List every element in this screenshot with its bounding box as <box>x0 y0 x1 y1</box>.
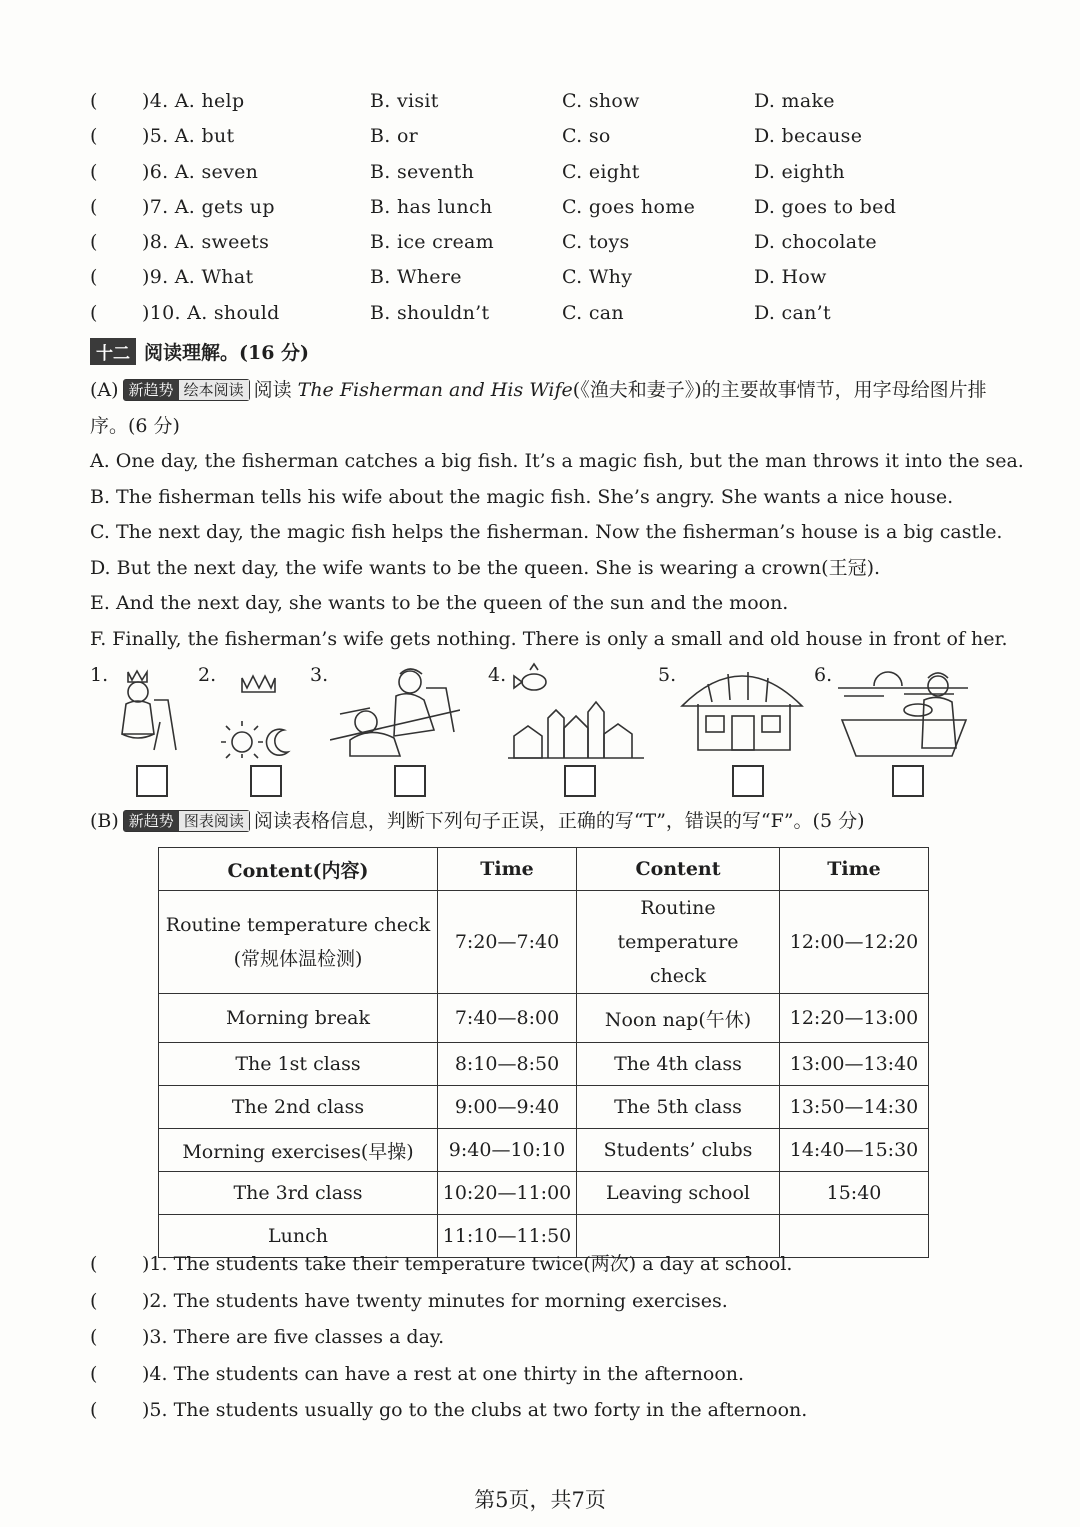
magic-fish-castle-picture <box>508 660 648 760</box>
picture-number: 6. <box>814 664 833 686</box>
trend-tag: 新趋势 绘本阅读 <box>123 379 250 401</box>
tf-statement: )4. The students can have a rest at one thirty in the afternoon. <box>142 1362 745 1385</box>
table-cell: Routine temperature check (常规体温检测) <box>159 891 438 994</box>
story-sentences <box>90 444 1030 658</box>
table-cell: 14:40—15:30 <box>780 1129 929 1172</box>
table-header-row <box>159 848 929 891</box>
column-header: Time <box>780 848 929 891</box>
picture-number: 1. <box>90 664 109 686</box>
option-d: D. because <box>754 125 863 148</box>
crown-sun-moon-picture <box>218 660 298 760</box>
option-a: )4. A. help <box>142 90 245 112</box>
table-cell: 13:00—13:40 <box>780 1043 929 1086</box>
answer-blank[interactable]: ( <box>90 1362 98 1385</box>
option-c: C. eight <box>562 160 640 183</box>
tf-statement: )2. The students have twenty minutes for morning exercises. <box>142 1289 728 1312</box>
story-sentence: D. But the next day, the wife wants to be the queen. She is wearing a crown(王冠). <box>90 556 881 579</box>
answer-blank[interactable]: ( <box>90 266 98 289</box>
table-cell: Morning break <box>159 994 438 1043</box>
story-sentence: B. The fisherman tells his wife about the magic fish. She’s angry. She wants a nice house. <box>90 485 954 508</box>
tf-row <box>90 1246 1050 1283</box>
mc-row <box>90 225 1050 260</box>
table-cell: The 4th class <box>577 1043 780 1086</box>
old-house-picture <box>678 660 808 755</box>
fisherman-and-wife-picture <box>330 660 460 760</box>
tf-row <box>90 1283 1050 1320</box>
tf-statement: )3. There are five classes a day. <box>142 1326 445 1348</box>
part-b-instructions: (B) 新趋势 图表阅读 阅读表格信息，判断下列句子正误，正确的写“T”，错误的写“F”。(5 分) <box>90 810 865 832</box>
story-sentence: A. One day, the fisherman catches a big fish. It’s a magic fish, but the man throws it into the sea. <box>90 450 1024 472</box>
answer-blank[interactable]: ( <box>90 1326 98 1348</box>
answer-box[interactable] <box>892 765 924 797</box>
option-b: B. seventh <box>370 160 475 183</box>
option-b: B. has lunch <box>370 195 493 218</box>
story-sentence: C. The next day, the magic fish helps the fisherman. Now the fisherman’s house is a big castle. <box>90 521 1003 544</box>
table-cell: 10:20—11:00 <box>438 1172 577 1215</box>
option-d: D. can’t <box>754 301 831 324</box>
tf-row <box>90 1356 1050 1393</box>
answer-blank[interactable]: ( <box>90 1399 98 1421</box>
option-b: B. Where <box>370 266 462 289</box>
option-a: )9. A. What <box>142 266 254 289</box>
true-false-list <box>90 1246 1050 1429</box>
book-title: The Fisherman and His Wife <box>297 379 573 401</box>
option-b: B. ice cream <box>370 231 494 254</box>
table-row <box>159 1086 929 1129</box>
schedule-table <box>158 847 929 1258</box>
table-row <box>159 1129 929 1172</box>
tf-row <box>90 1319 1050 1356</box>
column-header: Content(内容) <box>159 848 438 891</box>
option-a: )7. A. gets up <box>142 195 275 218</box>
answer-blank[interactable]: ( <box>90 90 98 112</box>
answer-box[interactable] <box>394 765 426 797</box>
table-cell: 9:40—10:10 <box>438 1129 577 1172</box>
option-c: C. can <box>562 301 624 324</box>
queen-on-throne-picture <box>110 660 190 755</box>
option-d: D. goes to bed <box>754 195 897 218</box>
tf-statement: )5. The students usually go to the clubs at two forty in the afternoon. <box>142 1399 808 1421</box>
multiple-choice-list <box>90 84 1050 331</box>
answer-box[interactable] <box>136 765 168 797</box>
story-sentence: E. And the next day, she wants to be the queen of the sun and the moon. <box>90 592 789 615</box>
page-footer: 第5页，共7页 <box>474 1488 606 1512</box>
story-sentence: F. Finally, the fisherman’s wife gets nothing. There is only a small and old house in front of her. <box>90 627 1008 650</box>
option-a: )6. A. seven <box>142 160 259 183</box>
table-cell: 9:00—9:40 <box>438 1086 577 1129</box>
table-row <box>159 1043 929 1086</box>
picture-number: 5. <box>658 664 677 686</box>
mc-row <box>90 190 1050 225</box>
table-cell: Leaving school <box>577 1172 780 1215</box>
answer-box[interactable] <box>250 765 282 797</box>
option-a: )5. A. but <box>142 125 235 148</box>
answer-blank[interactable]: ( <box>90 231 98 254</box>
table-cell: Noon nap(午休) <box>577 994 780 1043</box>
picture-number: 4. <box>488 664 507 686</box>
option-c: C. show <box>562 90 640 112</box>
option-c: C. so <box>562 125 611 148</box>
section-number-badge: 十二 <box>90 338 136 365</box>
table-cell: Students’ clubs <box>577 1129 780 1172</box>
trend-tag: 新趋势 图表阅读 <box>123 810 250 832</box>
part-a-instructions: (A) 新趋势 绘本阅读 阅读 The Fisherman and His Wife(《渔夫和妻子》)的主要故事情节，用字母给图片排序。(6 分) <box>90 379 987 437</box>
option-a: )8. A. sweets <box>142 231 270 254</box>
table-row <box>159 994 929 1043</box>
answer-blank[interactable]: ( <box>90 160 98 183</box>
option-a: )10. A. should <box>142 301 280 324</box>
table-cell: 12:20—13:00 <box>780 994 929 1043</box>
answer-blank[interactable]: ( <box>90 195 98 218</box>
fisherman-boat-picture <box>834 660 974 760</box>
table-cell: The 5th class <box>577 1086 780 1129</box>
tf-statement: )1. The students take their temperature twice(两次) a day at school. <box>142 1253 793 1275</box>
option-c: C. toys <box>562 231 630 254</box>
answer-blank[interactable]: ( <box>90 1253 98 1275</box>
table-cell: The 2nd class <box>159 1086 438 1129</box>
answer-box[interactable] <box>732 765 764 797</box>
option-b: B. shouldn’t <box>370 301 490 324</box>
table-cell: Routine temperature check <box>577 891 780 994</box>
table-cell: 8:10—8:50 <box>438 1043 577 1086</box>
table-cell: 15:40 <box>780 1172 929 1215</box>
option-d: D. How <box>754 266 827 289</box>
answer-blank[interactable]: ( <box>90 301 98 324</box>
option-b: B. or <box>370 125 419 148</box>
option-d: D. eighth <box>754 160 845 183</box>
option-c: C. Why <box>562 266 633 289</box>
mc-row <box>90 155 1050 190</box>
table-cell: 7:40—8:00 <box>438 994 577 1043</box>
column-header: Content <box>577 848 780 891</box>
table-row <box>159 1172 929 1215</box>
part-b-label: (B) <box>90 810 119 832</box>
option-d: D. chocolate <box>754 231 877 254</box>
part-a-label: (A) <box>90 379 119 401</box>
column-header: Time <box>438 848 577 891</box>
picture-number: 3. <box>310 664 329 686</box>
table-row <box>159 891 929 994</box>
table-cell: 7:20—7:40 <box>438 891 577 994</box>
table-cell: Morning exercises(早操) <box>159 1129 438 1172</box>
mc-row <box>90 296 1050 331</box>
table-cell: The 3rd class <box>159 1172 438 1215</box>
section-heading <box>90 338 309 365</box>
answer-blank[interactable]: ( <box>90 125 98 148</box>
mc-row <box>90 260 1050 295</box>
tf-row <box>90 1392 1050 1429</box>
picture-number: 2. <box>198 664 217 686</box>
mc-row <box>90 84 1050 119</box>
table-cell: 11:10—11:50 <box>438 1215 577 1258</box>
section-title: 阅读理解。(16 分) <box>144 342 310 364</box>
answer-blank[interactable]: ( <box>90 1289 98 1312</box>
table-cell: 12:00—12:20 <box>780 891 929 994</box>
table-cell: 13:50—14:30 <box>780 1086 929 1129</box>
option-b: B. visit <box>370 90 439 112</box>
table-cell: The 1st class <box>159 1043 438 1086</box>
option-d: D. make <box>754 90 835 112</box>
picture-row <box>90 660 990 800</box>
mc-row <box>90 119 1050 154</box>
option-c: C. goes home <box>562 195 696 218</box>
table-cell: Lunch <box>159 1215 438 1258</box>
answer-box[interactable] <box>564 765 596 797</box>
